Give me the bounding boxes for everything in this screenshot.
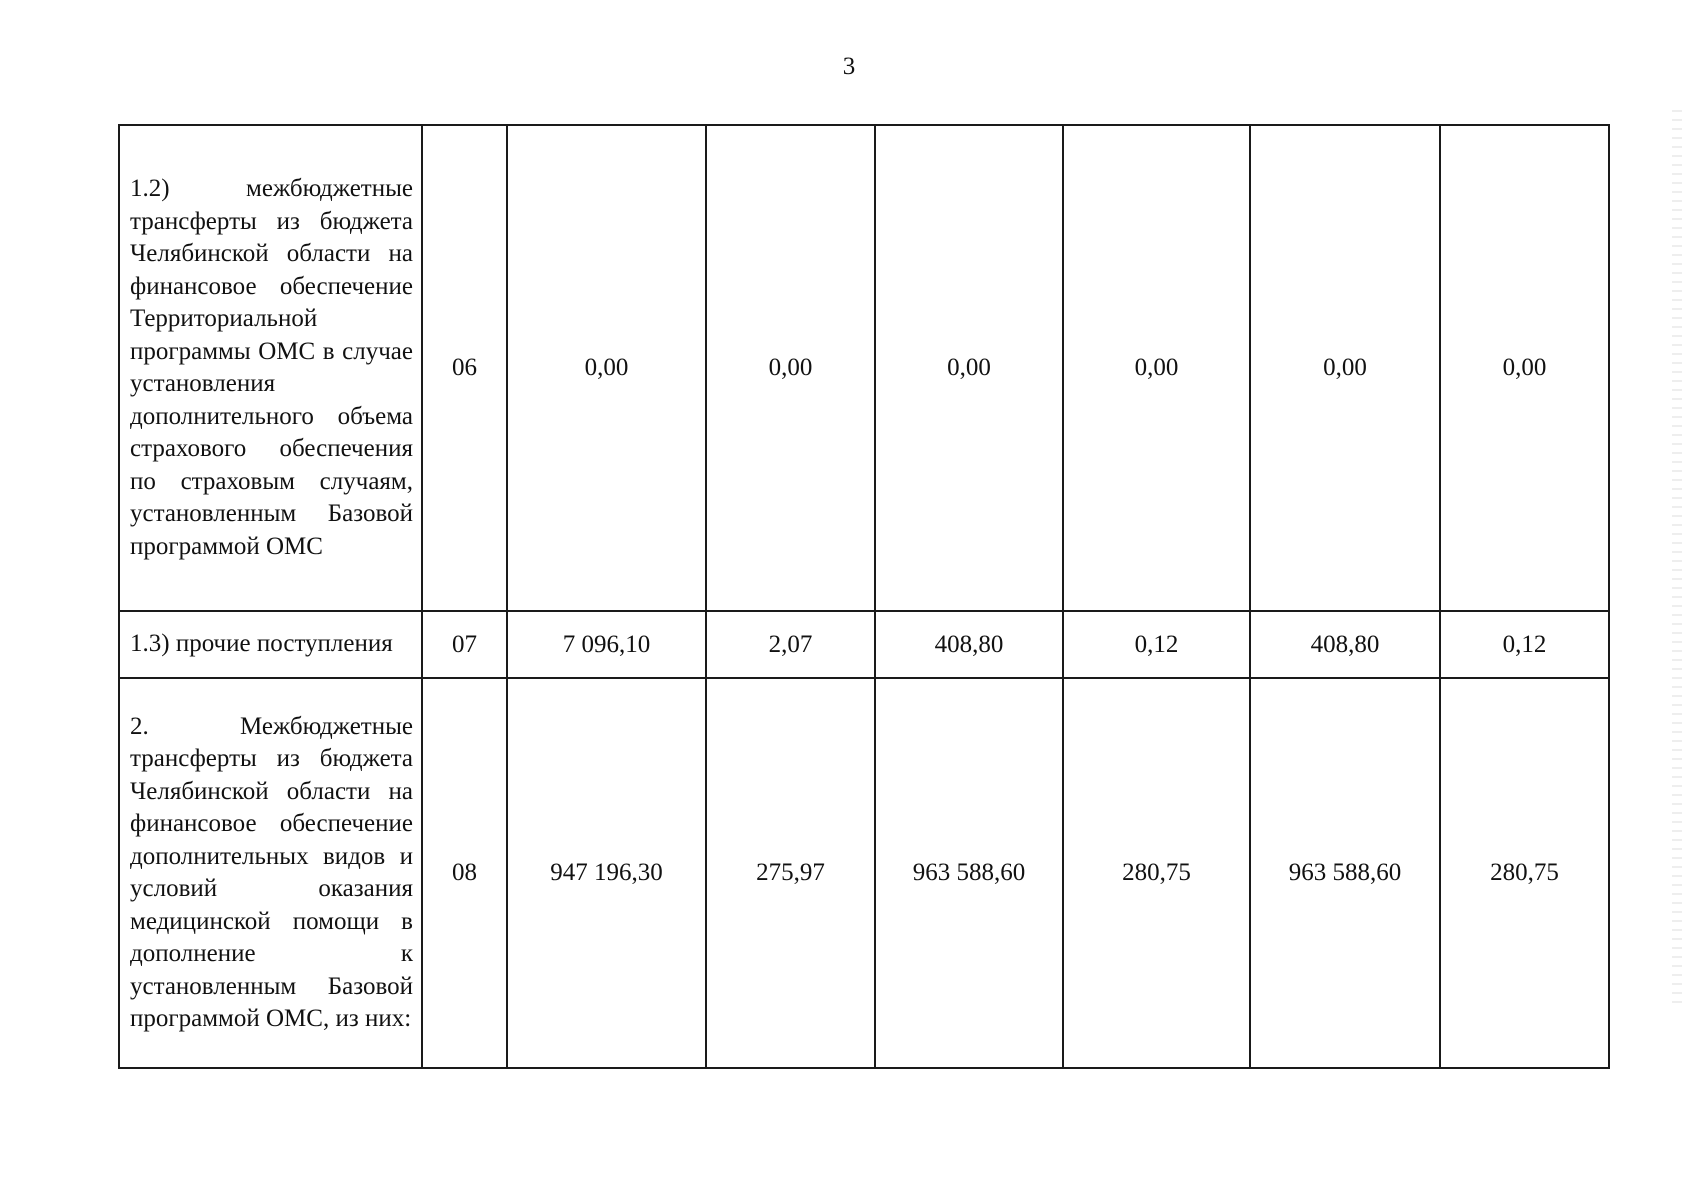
scan-edge-marks: [1672, 110, 1682, 1010]
row-description: 2. Межбюджетные трансферты из бюджета Челябинской области на финансовое обеспечение дополнительных видов и условий оказания медицинской помощи в дополнение к установленным Базовой программой ОМС, из них:: [119, 678, 422, 1068]
value-cell: 0,00: [1440, 125, 1609, 611]
row-code: 06: [422, 125, 507, 611]
value-cell: 963 588,60: [1250, 678, 1440, 1068]
value-cell: 2,07: [706, 611, 875, 678]
value-cell: 0,00: [507, 125, 706, 611]
value-cell: 275,97: [706, 678, 875, 1068]
value-cell: 408,80: [875, 611, 1063, 678]
value-cell: 280,75: [1063, 678, 1250, 1068]
table-row: [119, 125, 1609, 611]
value-cell: 0,00: [706, 125, 875, 611]
value-cell: 0,00: [875, 125, 1063, 611]
row-description: 1.2) межбюджетные трансферты из бюджета Челябинской области на финансовое обеспечение Территориальной программы ОМС в случае установления дополнительного объема страхового обеспечения по страховым случаям, установленным Базовой программой ОМС: [119, 125, 422, 611]
value-cell: 0,12: [1440, 611, 1609, 678]
value-cell: 7 096,10: [507, 611, 706, 678]
table-row: [119, 678, 1609, 1068]
row-code: 08: [422, 678, 507, 1068]
value-cell: 0,00: [1250, 125, 1440, 611]
value-cell: 0,00: [1063, 125, 1250, 611]
value-cell: 280,75: [1440, 678, 1609, 1068]
row-code: 07: [422, 611, 507, 678]
value-cell: 408,80: [1250, 611, 1440, 678]
value-cell: 0,12: [1063, 611, 1250, 678]
page-number: 3: [842, 53, 856, 80]
budget-table: [118, 124, 1610, 1069]
row-description: 1.3) прочие поступления: [119, 611, 422, 678]
value-cell: 963 588,60: [875, 678, 1063, 1068]
table-row: [119, 611, 1609, 678]
value-cell: 947 196,30: [507, 678, 706, 1068]
